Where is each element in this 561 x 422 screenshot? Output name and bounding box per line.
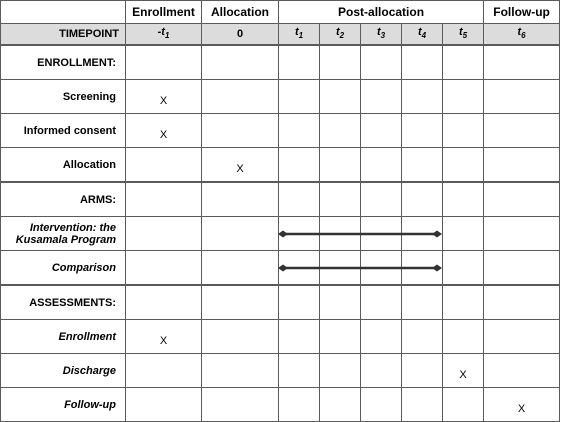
cell bbox=[320, 80, 361, 114]
cell bbox=[320, 388, 361, 422]
row-label-informed-consent: Informed consent bbox=[1, 114, 126, 148]
mark-allocation-allocation: X bbox=[202, 148, 279, 183]
cell bbox=[126, 388, 202, 422]
cell bbox=[126, 251, 202, 286]
cell bbox=[484, 320, 560, 354]
phase-allocation: Allocation bbox=[202, 1, 279, 24]
timepoint-allocation: 0 bbox=[202, 24, 279, 46]
cell bbox=[402, 45, 443, 80]
cell bbox=[361, 182, 402, 217]
mark-discharge-t5: X bbox=[443, 354, 484, 388]
section-label-assessments: ASSESSMENTS: bbox=[1, 285, 126, 320]
cell bbox=[202, 285, 279, 320]
cell bbox=[484, 148, 560, 183]
timepoint-t1: $t_1$ bbox=[279, 24, 320, 46]
cell bbox=[126, 182, 202, 217]
cell bbox=[361, 354, 402, 388]
section-label-enrollment: ENROLLMENT: bbox=[1, 45, 126, 80]
cell bbox=[402, 320, 443, 354]
cell bbox=[279, 45, 320, 80]
cell bbox=[443, 45, 484, 80]
cell bbox=[279, 114, 320, 148]
mark-follow-up-t6: X bbox=[484, 388, 560, 422]
cell bbox=[126, 354, 202, 388]
cell bbox=[443, 80, 484, 114]
timepoint-t5: $t_5$ bbox=[443, 24, 484, 46]
row-informed-consent bbox=[1, 114, 560, 148]
row-label-assess-enrollment: Enrollment bbox=[1, 320, 126, 354]
cell bbox=[402, 388, 443, 422]
cell bbox=[484, 217, 560, 251]
cell bbox=[320, 320, 361, 354]
cell bbox=[361, 148, 402, 183]
cell bbox=[202, 182, 279, 217]
cell bbox=[361, 80, 402, 114]
cell bbox=[484, 45, 560, 80]
row-label-intervention: Intervention: the Kusamala Program bbox=[1, 217, 126, 251]
cell bbox=[361, 114, 402, 148]
cell bbox=[202, 217, 279, 251]
cell bbox=[279, 182, 320, 217]
row-label-follow-up: Follow-up bbox=[1, 388, 126, 422]
cell bbox=[402, 80, 443, 114]
cell bbox=[279, 388, 320, 422]
timepoint-enrollment: $-t_1$ bbox=[126, 24, 202, 46]
row-label-allocation: Allocation bbox=[1, 148, 126, 183]
mark-assess-enrollment: X bbox=[126, 320, 202, 354]
cell bbox=[443, 182, 484, 217]
cell bbox=[202, 354, 279, 388]
timepoint-t6: $t_6$ bbox=[484, 24, 560, 46]
row-discharge bbox=[1, 354, 560, 388]
phase-follow-up: Follow-up bbox=[484, 1, 560, 24]
cell bbox=[279, 320, 320, 354]
cell bbox=[402, 114, 443, 148]
row-label-screening: Screening bbox=[1, 80, 126, 114]
mark-screening-enrollment: X bbox=[126, 80, 202, 114]
cell bbox=[202, 251, 279, 286]
section-row-assessments bbox=[1, 285, 560, 320]
cell bbox=[443, 388, 484, 422]
cell bbox=[320, 285, 361, 320]
cell bbox=[202, 45, 279, 80]
cell bbox=[126, 217, 202, 251]
cell bbox=[126, 148, 202, 183]
cell bbox=[484, 80, 560, 114]
cell bbox=[443, 114, 484, 148]
cell bbox=[320, 354, 361, 388]
cell bbox=[443, 217, 484, 251]
cell bbox=[279, 285, 320, 320]
cell bbox=[279, 354, 320, 388]
phase-header-row bbox=[1, 1, 560, 24]
cell bbox=[361, 320, 402, 354]
cell bbox=[361, 285, 402, 320]
cell bbox=[484, 354, 560, 388]
cell bbox=[402, 148, 443, 183]
section-label-arms: ARMS: bbox=[1, 182, 126, 217]
timepoint-t2: $t_2$ bbox=[320, 24, 361, 46]
phase-post-allocation: Post-allocation bbox=[279, 1, 484, 24]
corner-cell bbox=[1, 1, 126, 24]
cell bbox=[320, 45, 361, 80]
row-assess-enrollment bbox=[1, 320, 560, 354]
cell bbox=[202, 114, 279, 148]
cell bbox=[202, 388, 279, 422]
cell bbox=[361, 388, 402, 422]
cell bbox=[402, 354, 443, 388]
cell bbox=[361, 45, 402, 80]
cell bbox=[443, 251, 484, 286]
cell bbox=[402, 285, 443, 320]
row-label-comparison: Comparison bbox=[1, 251, 126, 286]
timepoint-t3: $t_3$ bbox=[361, 24, 402, 46]
row-allocation bbox=[1, 148, 560, 183]
cell bbox=[484, 182, 560, 217]
section-row-enrollment bbox=[1, 45, 560, 80]
cell bbox=[202, 320, 279, 354]
timepoint-label: TIMEPOINT bbox=[1, 24, 126, 46]
row-follow-up bbox=[1, 388, 560, 422]
cell bbox=[484, 251, 560, 286]
cell bbox=[320, 148, 361, 183]
cell bbox=[402, 182, 443, 217]
cell bbox=[320, 182, 361, 217]
cell bbox=[320, 114, 361, 148]
comparison-span-arrow bbox=[278, 263, 442, 273]
mark-consent-enrollment: X bbox=[126, 114, 202, 148]
cell bbox=[443, 320, 484, 354]
row-screening bbox=[1, 80, 560, 114]
cell bbox=[279, 80, 320, 114]
cell bbox=[202, 80, 279, 114]
cell bbox=[443, 285, 484, 320]
cell bbox=[279, 148, 320, 183]
row-label-discharge: Discharge bbox=[1, 354, 126, 388]
cell bbox=[126, 45, 202, 80]
cell bbox=[484, 114, 560, 148]
section-row-arms bbox=[1, 182, 560, 217]
cell bbox=[443, 148, 484, 183]
intervention-span-arrow bbox=[278, 229, 442, 239]
phase-enrollment: Enrollment bbox=[126, 1, 202, 24]
timepoint-t4: $t_4$ bbox=[402, 24, 443, 46]
timepoint-row bbox=[1, 24, 560, 46]
cell bbox=[484, 285, 560, 320]
cell bbox=[126, 285, 202, 320]
